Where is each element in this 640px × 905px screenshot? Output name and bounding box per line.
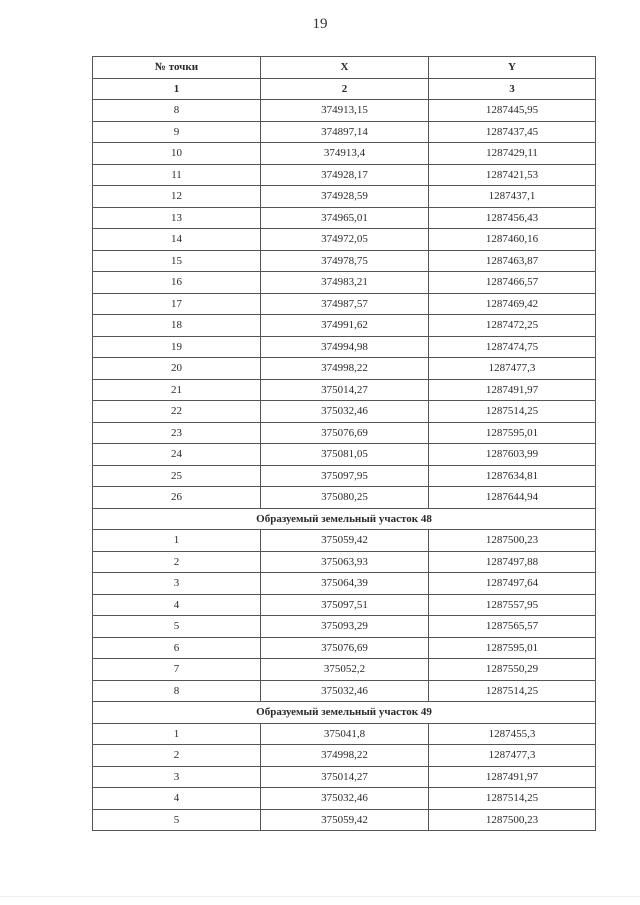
y-coordinate-cell: 1287456,43 bbox=[429, 207, 596, 229]
x-coordinate-cell: 375097,95 bbox=[261, 465, 429, 487]
table-row bbox=[93, 315, 596, 337]
table-row bbox=[93, 229, 596, 251]
point-number-cell: 22 bbox=[93, 401, 261, 423]
point-number-cell: 7 bbox=[93, 659, 261, 681]
y-coordinate-cell: 1287472,25 bbox=[429, 315, 596, 337]
x-coordinate-cell: 374897,14 bbox=[261, 121, 429, 143]
point-number-cell: 1 bbox=[93, 723, 261, 745]
y-coordinate-cell: 1287497,88 bbox=[429, 551, 596, 573]
point-number-cell: 23 bbox=[93, 422, 261, 444]
y-coordinate-cell: 1287437,1 bbox=[429, 186, 596, 208]
x-coordinate-cell: 375052,2 bbox=[261, 659, 429, 681]
header-x: X bbox=[261, 57, 429, 79]
header-row bbox=[93, 57, 596, 79]
x-coordinate-cell: 374928,17 bbox=[261, 164, 429, 186]
table-row bbox=[93, 422, 596, 444]
y-coordinate-cell: 1287603,99 bbox=[429, 444, 596, 466]
x-coordinate-cell: 374913,15 bbox=[261, 100, 429, 122]
table-row bbox=[93, 336, 596, 358]
y-coordinate-cell: 1287500,23 bbox=[429, 809, 596, 831]
table-row bbox=[93, 745, 596, 767]
y-coordinate-cell: 1287557,95 bbox=[429, 594, 596, 616]
column-numbering-row bbox=[93, 78, 596, 100]
y-coordinate-cell: 1287477,3 bbox=[429, 745, 596, 767]
table-row bbox=[93, 293, 596, 315]
header-point-number: № точки bbox=[93, 57, 261, 79]
x-coordinate-cell: 375059,42 bbox=[261, 809, 429, 831]
point-number-cell: 21 bbox=[93, 379, 261, 401]
page-number: 19 bbox=[312, 16, 328, 32]
y-coordinate-cell: 1287463,87 bbox=[429, 250, 596, 272]
point-number-cell: 2 bbox=[93, 745, 261, 767]
table-row bbox=[93, 788, 596, 810]
table-row bbox=[93, 207, 596, 229]
x-coordinate-cell: 375059,42 bbox=[261, 530, 429, 552]
y-coordinate-cell: 1287565,57 bbox=[429, 616, 596, 638]
point-number-cell: 8 bbox=[93, 100, 261, 122]
column-number: 2 bbox=[261, 78, 429, 100]
point-number-cell: 15 bbox=[93, 250, 261, 272]
point-number-cell: 1 bbox=[93, 530, 261, 552]
y-coordinate-cell: 1287550,29 bbox=[429, 659, 596, 681]
y-coordinate-cell: 1287455,3 bbox=[429, 723, 596, 745]
y-coordinate-cell: 1287491,97 bbox=[429, 766, 596, 788]
y-coordinate-cell: 1287514,25 bbox=[429, 788, 596, 810]
x-coordinate-cell: 374994,98 bbox=[261, 336, 429, 358]
point-number-cell: 25 bbox=[93, 465, 261, 487]
section-title: Образуемый земельный участок 49 bbox=[93, 702, 596, 724]
section-row bbox=[93, 702, 596, 724]
x-coordinate-cell: 375080,25 bbox=[261, 487, 429, 509]
x-coordinate-cell: 374983,21 bbox=[261, 272, 429, 294]
y-coordinate-cell: 1287460,16 bbox=[429, 229, 596, 251]
table-row bbox=[93, 616, 596, 638]
table-row bbox=[93, 637, 596, 659]
header-y: Y bbox=[429, 57, 596, 79]
table-row bbox=[93, 465, 596, 487]
y-coordinate-cell: 1287595,01 bbox=[429, 637, 596, 659]
point-number-cell: 12 bbox=[93, 186, 261, 208]
y-coordinate-cell: 1287445,95 bbox=[429, 100, 596, 122]
y-coordinate-cell: 1287477,3 bbox=[429, 358, 596, 380]
table-row bbox=[93, 272, 596, 294]
y-coordinate-cell: 1287466,57 bbox=[429, 272, 596, 294]
x-coordinate-cell: 375093,29 bbox=[261, 616, 429, 638]
table-row bbox=[93, 551, 596, 573]
y-coordinate-cell: 1287429,11 bbox=[429, 143, 596, 165]
table-row bbox=[93, 164, 596, 186]
x-coordinate-cell: 375097,51 bbox=[261, 594, 429, 616]
table-row bbox=[93, 186, 596, 208]
x-coordinate-cell: 375032,46 bbox=[261, 788, 429, 810]
x-coordinate-cell: 374998,22 bbox=[261, 358, 429, 380]
point-number-cell: 20 bbox=[93, 358, 261, 380]
point-number-cell: 17 bbox=[93, 293, 261, 315]
coordinates-table bbox=[92, 56, 596, 831]
y-coordinate-cell: 1287491,97 bbox=[429, 379, 596, 401]
table-row bbox=[93, 379, 596, 401]
table-row bbox=[93, 401, 596, 423]
point-number-cell: 14 bbox=[93, 229, 261, 251]
point-number-cell: 3 bbox=[93, 573, 261, 595]
table-row bbox=[93, 487, 596, 509]
point-number-cell: 2 bbox=[93, 551, 261, 573]
x-coordinate-cell: 375076,69 bbox=[261, 637, 429, 659]
x-coordinate-cell: 375032,46 bbox=[261, 401, 429, 423]
point-number-cell: 11 bbox=[93, 164, 261, 186]
y-coordinate-cell: 1287500,23 bbox=[429, 530, 596, 552]
table-row bbox=[93, 594, 596, 616]
table-row bbox=[93, 444, 596, 466]
table-row bbox=[93, 530, 596, 552]
table-row bbox=[93, 766, 596, 788]
table-row bbox=[93, 809, 596, 831]
table-row bbox=[93, 659, 596, 681]
x-coordinate-cell: 375032,46 bbox=[261, 680, 429, 702]
point-number-cell: 16 bbox=[93, 272, 261, 294]
point-number-cell: 8 bbox=[93, 680, 261, 702]
y-coordinate-cell: 1287595,01 bbox=[429, 422, 596, 444]
section-row bbox=[93, 508, 596, 530]
y-coordinate-cell: 1287474,75 bbox=[429, 336, 596, 358]
y-coordinate-cell: 1287437,45 bbox=[429, 121, 596, 143]
point-number-cell: 18 bbox=[93, 315, 261, 337]
table-body bbox=[93, 100, 596, 831]
point-number-cell: 26 bbox=[93, 487, 261, 509]
x-coordinate-cell: 374987,57 bbox=[261, 293, 429, 315]
y-coordinate-cell: 1287644,94 bbox=[429, 487, 596, 509]
x-coordinate-cell: 375081,05 bbox=[261, 444, 429, 466]
table-row bbox=[93, 121, 596, 143]
x-coordinate-cell: 374928,59 bbox=[261, 186, 429, 208]
point-number-cell: 5 bbox=[93, 616, 261, 638]
column-number: 1 bbox=[93, 78, 261, 100]
point-number-cell: 9 bbox=[93, 121, 261, 143]
point-number-cell: 5 bbox=[93, 809, 261, 831]
x-coordinate-cell: 375063,93 bbox=[261, 551, 429, 573]
x-coordinate-cell: 374972,05 bbox=[261, 229, 429, 251]
point-number-cell: 13 bbox=[93, 207, 261, 229]
table-row bbox=[93, 573, 596, 595]
x-coordinate-cell: 374913,4 bbox=[261, 143, 429, 165]
y-coordinate-cell: 1287469,42 bbox=[429, 293, 596, 315]
x-coordinate-cell: 374965,01 bbox=[261, 207, 429, 229]
y-coordinate-cell: 1287514,25 bbox=[429, 401, 596, 423]
x-coordinate-cell: 375064,39 bbox=[261, 573, 429, 595]
table-row bbox=[93, 680, 596, 702]
point-number-cell: 4 bbox=[93, 788, 261, 810]
page-bottom-edge bbox=[0, 896, 640, 897]
point-number-cell: 3 bbox=[93, 766, 261, 788]
point-number-cell: 4 bbox=[93, 594, 261, 616]
x-coordinate-cell: 374998,22 bbox=[261, 745, 429, 767]
point-number-cell: 19 bbox=[93, 336, 261, 358]
x-coordinate-cell: 375076,69 bbox=[261, 422, 429, 444]
table-row bbox=[93, 358, 596, 380]
x-coordinate-cell: 375014,27 bbox=[261, 379, 429, 401]
y-coordinate-cell: 1287497,64 bbox=[429, 573, 596, 595]
y-coordinate-cell: 1287514,25 bbox=[429, 680, 596, 702]
x-coordinate-cell: 374978,75 bbox=[261, 250, 429, 272]
y-coordinate-cell: 1287421,53 bbox=[429, 164, 596, 186]
point-number-cell: 6 bbox=[93, 637, 261, 659]
x-coordinate-cell: 375014,27 bbox=[261, 766, 429, 788]
x-coordinate-cell: 375041,8 bbox=[261, 723, 429, 745]
x-coordinate-cell: 374991,62 bbox=[261, 315, 429, 337]
section-title: Образуемый земельный участок 48 bbox=[93, 508, 596, 530]
point-number-cell: 24 bbox=[93, 444, 261, 466]
table-row bbox=[93, 100, 596, 122]
column-number: 3 bbox=[429, 78, 596, 100]
y-coordinate-cell: 1287634,81 bbox=[429, 465, 596, 487]
table-row bbox=[93, 250, 596, 272]
point-number-cell: 10 bbox=[93, 143, 261, 165]
table-row bbox=[93, 723, 596, 745]
table-row bbox=[93, 143, 596, 165]
